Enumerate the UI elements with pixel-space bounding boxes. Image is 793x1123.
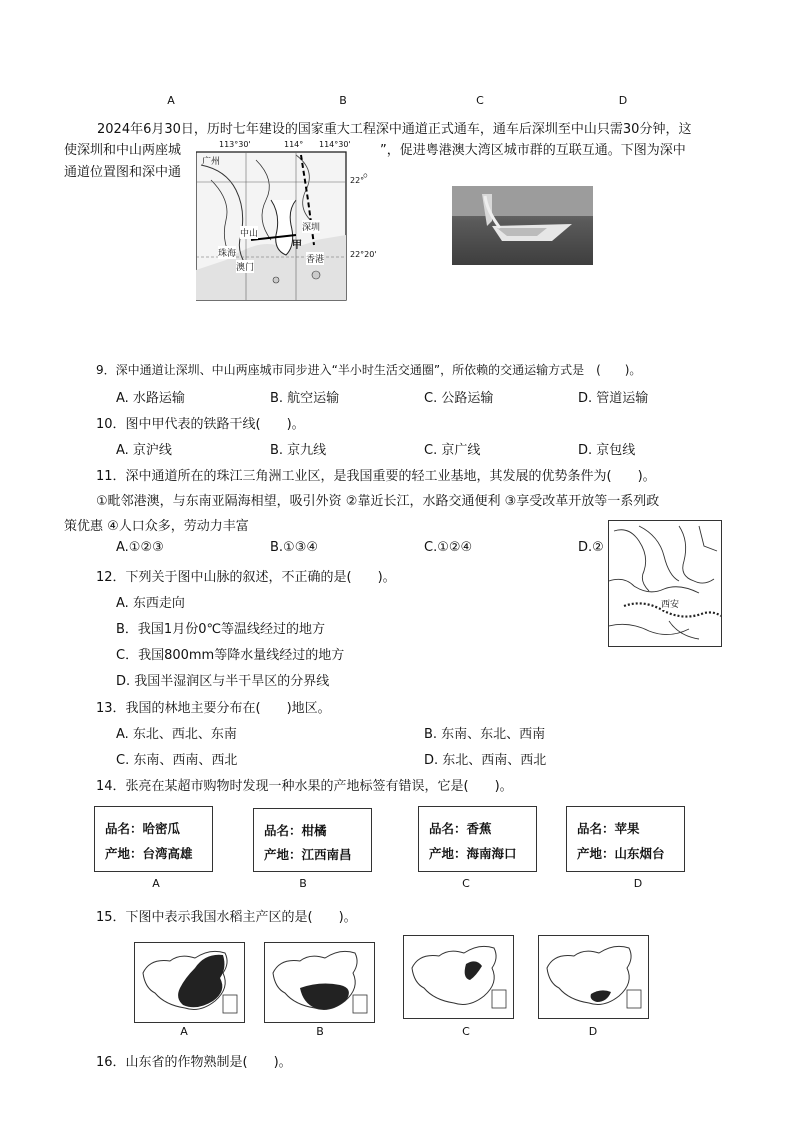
q13-option-b[interactable]: B. 东南、东北、西南 xyxy=(424,727,546,742)
q13-option-d[interactable]: D. 东北、西南、西北 xyxy=(424,753,547,768)
q11-option-c[interactable]: C.①②④ xyxy=(424,540,473,555)
q13-option-a[interactable]: A. 东北、西北、东南 xyxy=(116,727,237,742)
fruit-label-d-origin: 产地：山东烟台 xyxy=(577,846,665,861)
place-jia: 甲 xyxy=(292,240,302,251)
fruit-label-a[interactable] xyxy=(94,806,213,872)
fruit-label-d-name: 品名：苹果 xyxy=(577,821,640,836)
q10-text: 10．图中甲代表的铁路干线( )。 xyxy=(96,417,305,432)
q9-option-d[interactable]: D. 管道运输 xyxy=(578,391,649,406)
q10-option-a[interactable]: A. 京沪线 xyxy=(116,443,172,458)
rice-map-d[interactable] xyxy=(538,935,649,1019)
q12-option-b[interactable]: B．我国1月份0℃等温线经过的地方 xyxy=(116,622,326,637)
fruit-label-b-name: 品名：柑橘 xyxy=(264,823,327,838)
top-label-b: B xyxy=(339,94,347,107)
q11-text: 11．深中通道所在的珠江三角洲工业区，是我国重要的轻工业基地，其发展的优势条件为( )。 xyxy=(96,469,656,484)
q11-line-3: 策优惠 ④人口众多，劳动力丰富 xyxy=(64,519,249,534)
lon-label-2: 114° xyxy=(284,140,304,149)
fruit-label-b-origin: 产地：江西南昌 xyxy=(264,847,352,862)
place-macau: 澳门 xyxy=(236,260,254,273)
lon-label-3: 114°30' xyxy=(319,140,351,149)
top-label-a: A xyxy=(167,94,175,107)
rice-map-c[interactable] xyxy=(403,935,514,1019)
q10-option-d[interactable]: D. 京包线 xyxy=(578,443,636,458)
q11-option-b[interactable]: B.①③④ xyxy=(270,540,319,555)
q11-option-d[interactable]: D.② xyxy=(578,540,604,555)
q10-option-c[interactable]: C. 京广线 xyxy=(424,443,481,458)
q9-text: 9．深中通道让深圳、中山两座城市同步进入“半小时生活交通圈”，所依赖的交通运输方式是 ( )。 xyxy=(96,363,642,377)
rice-letter-a: A xyxy=(180,1025,188,1038)
fruit-label-a-name: 品名：哈密瓜 xyxy=(105,821,181,836)
rice-letter-d: D xyxy=(588,1025,598,1038)
fruit-label-c-name: 品名：香蕉 xyxy=(429,821,492,836)
intro-line-1: 2024年6月30日，历时七年建设的国家重大工程深中通道正式通车，通车后深圳至中山只需30分钟，这 xyxy=(97,122,692,137)
place-zhongshan: 中山 xyxy=(240,226,258,239)
place-shenzhen: 深圳 xyxy=(302,220,320,233)
place-zhuhai: 珠海 xyxy=(218,246,236,259)
q11-option-a[interactable]: A.①②③ xyxy=(116,540,164,555)
top-label-c: C xyxy=(476,94,484,107)
q9-option-a[interactable]: A. 水路运输 xyxy=(116,391,185,406)
q11-line-2: ①毗邻港澳，与东南亚隔海相望，吸引外资 ②靠近长江，水路交通便利 ③享受改革开放等一系列政 xyxy=(96,494,660,509)
q13-text: 13．我国的林地主要分布在( )地区。 xyxy=(96,701,331,716)
q12-option-c[interactable]: C．我国800mm等降水量线经过的地方 xyxy=(116,648,345,663)
fruit-letter-a: A xyxy=(152,877,160,890)
fruit-letter-d: D xyxy=(633,877,643,890)
fruit-letter-b: B xyxy=(299,877,307,890)
q13-option-c[interactable]: C. 东南、西南、西北 xyxy=(116,753,238,768)
fruit-label-c[interactable] xyxy=(418,806,537,872)
rice-map-a[interactable] xyxy=(134,942,245,1023)
q16-text: 16．山东省的作物熟制是( )。 xyxy=(96,1055,292,1070)
fruit-label-a-origin: 产地：台湾高雄 xyxy=(105,846,193,861)
q9-option-c[interactable]: C. 公路运输 xyxy=(424,391,494,406)
q9-option-b[interactable]: B. 航空运输 xyxy=(270,391,340,406)
fruit-letter-c: C xyxy=(462,877,470,890)
rice-letter-c: C xyxy=(462,1025,470,1038)
lat-label-2: 22°20' xyxy=(350,250,377,259)
place-hongkong: 香港 xyxy=(306,252,324,265)
intro-line-2-left: 使深圳和中山两座城 xyxy=(64,143,182,158)
place-guangzhou: 广州 xyxy=(202,157,221,167)
fruit-label-c-origin: 产地：海南海口 xyxy=(429,846,517,861)
fruit-label-d[interactable] xyxy=(566,806,685,872)
q10-option-b[interactable]: B. 京九线 xyxy=(270,443,327,458)
bridge-photo xyxy=(452,186,593,265)
q12-option-a[interactable]: A. 东西走向 xyxy=(116,596,185,611)
q12-option-d[interactable]: D. 我国半湿润区与半干旱区的分界线 xyxy=(116,674,330,689)
rice-map-b[interactable] xyxy=(264,942,375,1023)
intro-line-3-right: 。 xyxy=(363,165,377,180)
qinling-map xyxy=(608,520,722,647)
q12-text: 12．下列关于图中山脉的叙述，不正确的是( )。 xyxy=(96,570,396,585)
lat-label-1: 22° xyxy=(350,176,365,185)
q14-text: 14．张亮在某超市购物时发现一种水果的产地标签有错误，它是( )。 xyxy=(96,779,513,794)
intro-line-3-left: 通道位置图和深中通 xyxy=(64,165,182,180)
location-map xyxy=(196,140,384,303)
lon-label-1: 113°30' xyxy=(219,140,251,149)
rice-letter-b: B xyxy=(316,1025,324,1038)
fruit-label-b[interactable] xyxy=(253,808,372,872)
intro-line-2-right: ”，促进粤港澳大湾区城市群的互联互通。下图为深中 xyxy=(380,143,686,158)
q15-text: 15．下图中表示我国水稻主产区的是( )。 xyxy=(96,910,357,925)
top-label-d: D xyxy=(618,94,628,107)
xian-label: 西安 xyxy=(661,597,679,610)
